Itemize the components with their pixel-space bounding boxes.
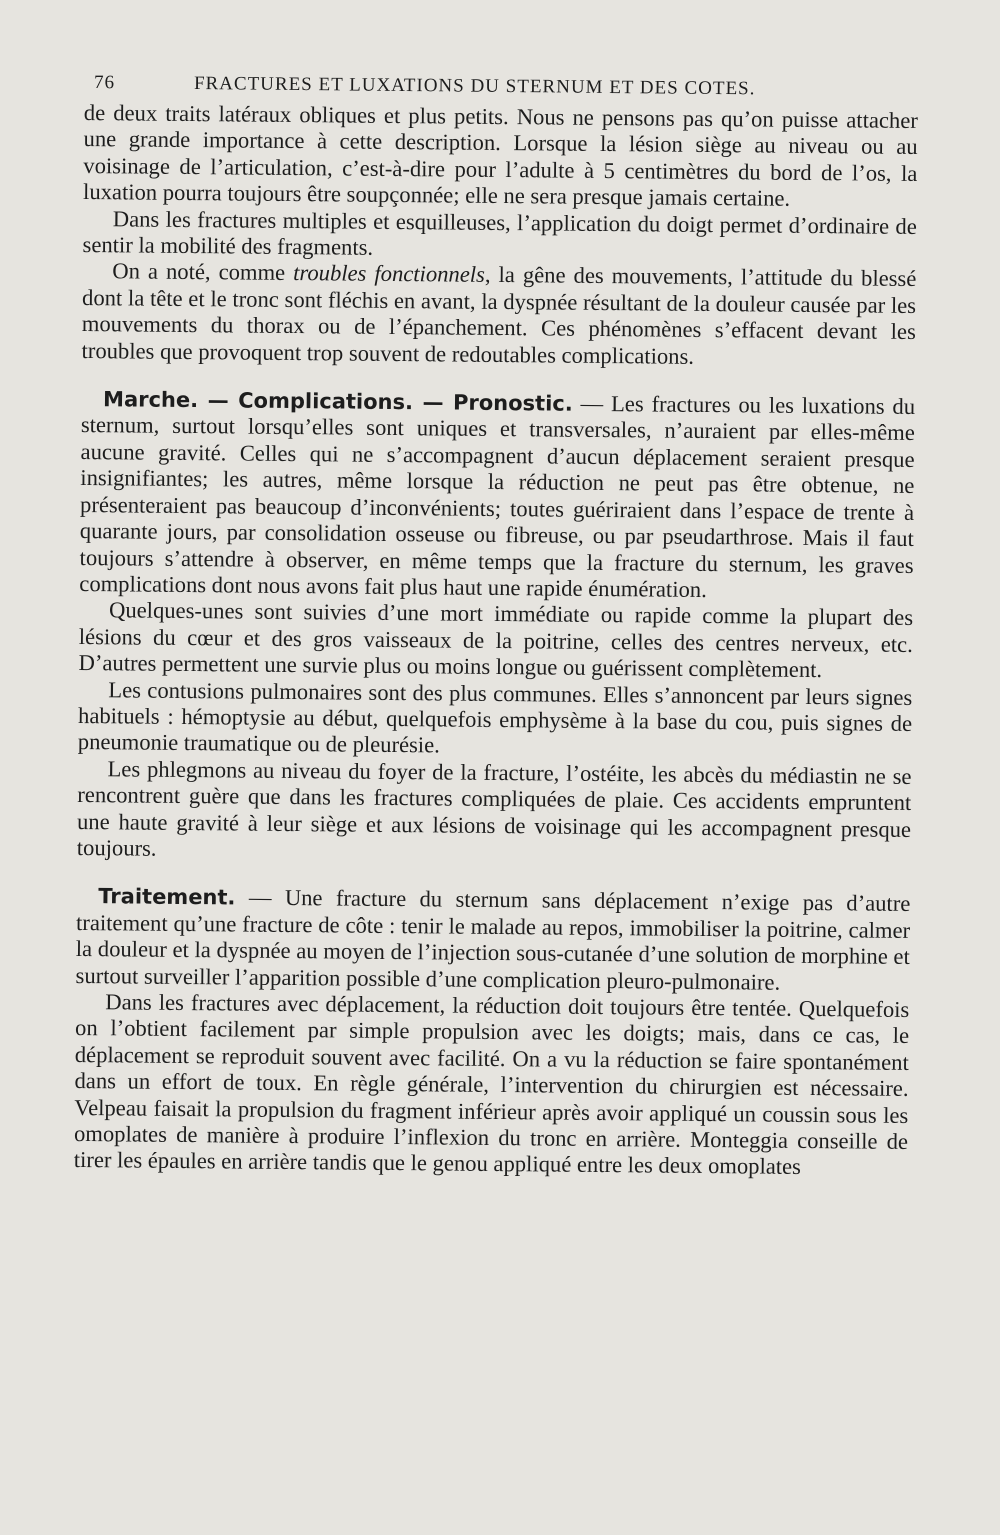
text-run: On a noté, comme	[112, 258, 294, 286]
paragraph: Les phlegmons au niveau du foyer de la fracture, l’ostéite, les abcès du médiastin ne se rencontrent guère que dans les fractures compliquées de plaie. Ces accidents empruntent une haute gravité à leur siège et aux lésions de voisinage qui les accompagnent presque toujours.	[76, 756, 912, 861]
text-run: — Les fractures ou les luxations du sternum, surtout lorsqu’elles sont uniques et transversales, n’auraient par elles-même aucune gravité. Celles qui ne s’accompagnent d’aucun déplacement seraient presque insignifiantes; les autres, même lorsque la réduction ne peut pas être obtenue, ne présenteraient pas beaucoup d’inconvénients; toutes guériraient dans l’espace de trente à quarante jours, par consolidation osseuse ou fibreuse, ou par pseudarthrose. Mais il faut toujours s’attendre à observer, en même temps que la fracture du sternum, les graves complications dont nous avons fait plus haut une rapide énumération.	[79, 390, 916, 602]
paragraph: Dans les fractures avec déplacement, la réduction doit toujours être tentée. Quelquefois on l’obtient facilement par simple propulsion avec les doigts; mais, dans ce cas, le déplacement se reproduit souvent avec facilité. On a vu la réduction se faire spontanément dans un effort de toux. En règle générale, l’intervention du chirurgien est nécessaire. Velpeau faisait la propulsion du fragment inférieur après avoir appliqué un coussin sous les omoplates de manière à produire l’inflexion du tronc en arrière. Monteggia conseille de tirer les épaules en arrière tandis que le genou appliqué entre les deux omoplates	[73, 989, 910, 1180]
paragraph: Quelques-unes sont suivies d’une mort immédiate ou rapide comme la plupart des lésions du cœur et des gros vaisseaux de la poitrine, celles des centres nerveux, etc. D’autres permettent une survie plus ou moins longue ou guérissent complètement.	[78, 597, 914, 683]
paragraph: Les contusions pulmonaires sont des plus communes. Elles s’annoncent par leurs signes habituels : hémoptysie au début, quelquefois emphysème à la base du cou, puis signes de pneumonie traumatique ou de pleurésie.	[77, 676, 913, 758]
running-title: FRACTURES ET LUXATIONS DU STERNUM ET DES COTES.	[193, 72, 756, 100]
paragraph	[81, 258, 916, 372]
paragraph: de deux traits latéraux obliques et plus petits. Nous ne pensons pas qu’on puisse attacher une grande importance à cette description. Lorsque la lésion siège au niveau ou au voisinage de l’articulation, c’est-à-dire pour l’adulte à 5 centimètres du bord de l’os, la luxation pourra toujours être soupçonnée; elle ne sera presque jamais certaine.	[82, 100, 918, 212]
paragraph	[75, 883, 910, 997]
italic-term: troubles fonctionnels	[293, 260, 486, 288]
page-number: 76	[93, 72, 116, 94]
paragraph: Dans les fractures multiples et esquilleuses, l’application du doigt permet d’ordinaire de sentir la mobilité des fragments.	[82, 205, 917, 260]
paragraph	[79, 386, 915, 605]
running-head	[94, 72, 918, 102]
body-text	[74, 100, 918, 1182]
text-run: , la gêne des mouvements, l’attitude du blessé dont la tête et le tronc sont fléchis en avant, la dyspnée résultant de la douleur causée par les mouvements du thorax ou de l’épanchement. Ces phénomènes s’effacent devant les troubles que provoquent trop souvent de redoutables complications.	[81, 262, 917, 369]
section-heading: Marche. — Complications. — Pronostic.	[103, 387, 573, 416]
section-heading: Traitement.	[98, 884, 236, 910]
text-run: — Une fracture du sternum sans déplacement n’exige pas d’autre traitement qu’une fracture de côte : tenir le malade au repos, immobiliser la poitrine, calmer la douleur et la dyspnée au moyen de l’injection sous-cutanée d’une solution de morphine et surtout surveiller l’apparition possible d’une complication pleuro-pulmonaire.	[75, 884, 911, 995]
